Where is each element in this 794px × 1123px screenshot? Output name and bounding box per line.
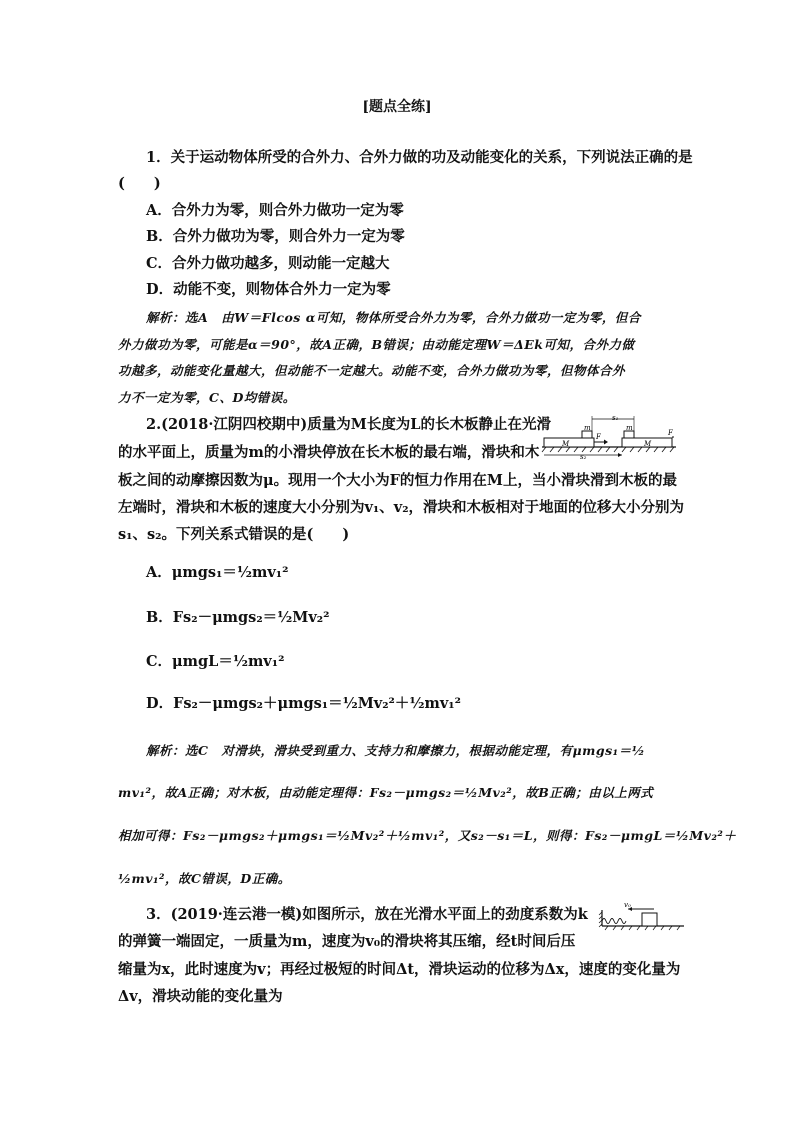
fig-label-m: m <box>626 424 633 432</box>
q1-option-b: B．合外力做功为零，则合外力一定为零 <box>146 228 405 245</box>
q1-solution-line: 功越多，动能变化量越大，但动能不一定越大。动能不变，合外力做功为零，但物体合外 <box>118 363 626 378</box>
q1-option-a: A．合外力为零，则合外力做功一定为零 <box>146 202 404 219</box>
q1-answer-paren: ( ) <box>118 175 161 192</box>
q3-stem-line: 的弹簧一端固定，一质量为m，速度为v₀的滑块将其压缩，经t时间后压 <box>118 933 576 950</box>
q2-stem-line: 左端时，滑块和木板的速度大小分别为v₁、v₂，滑块和木板相对于地面的位移大小分别为 <box>118 499 685 516</box>
fig-label-f: F <box>668 429 673 437</box>
q3-stem-line: 缩量为x，此时速度为v；再经过极短的时间Δt，滑块运动的位移为Δx，速度的变化量为 <box>118 961 681 978</box>
q3-stem-line: Δv，滑块动能的变化量为 <box>118 988 283 1005</box>
fig-label-s1: s₁ <box>612 414 619 422</box>
fig-label-f: F <box>596 433 601 441</box>
fig-label-v0: v₀ <box>624 901 631 909</box>
q2-solution-line: 解析：选C 对滑块，滑块受到重力、支持力和摩擦力，根据动能定理，有μmgs₁＝½ <box>146 743 646 758</box>
q2-option-a: A．μmgs₁＝½mv₁² <box>146 564 289 581</box>
fig-label-s2: s₂ <box>580 453 587 459</box>
q1-solution-line: 外力做功为零，可能是α＝90°，故A正确，B错误；由动能定理W＝ΔEk可知，合外力做 <box>118 337 635 352</box>
fig-label-m-plank: M <box>562 440 570 448</box>
q2-solution-line: ½mv₁²，故C错误，D正确。 <box>118 871 291 886</box>
fig-label-m-plank: M <box>644 440 652 448</box>
fig-label-m: m <box>584 424 591 432</box>
q2-stem-line: 的水平面上，质量为m的小滑块停放在长木板的最右端，滑块和木 <box>118 444 540 461</box>
q2-stem-line: 板之间的动摩擦因数为μ。现用一个大小为F的恒力作用在M上，当小滑块滑到木板的最 <box>118 472 677 489</box>
q2-stem-line: 2.(2018·江阴四校期中)质量为M长度为L的长木板静止在光滑 <box>146 416 552 433</box>
q1-solution-line: 解析：选A 由W＝Flcos α可知，物体所受合外力为零，合外力做功一定为零，但合 <box>146 310 641 325</box>
q2-option-d: D．Fs₂－μmgs₂＋μmgs₁＝½Mv₂²＋½mv₁² <box>146 695 461 712</box>
q1-option-c: C．合外力做功越多，则动能一定越大 <box>146 255 390 272</box>
q1-solution-line: 力不一定为零，C、D均错误。 <box>118 390 296 405</box>
q1-stem: 1．关于运动物体所受的合外力、合外力做的功及动能变化的关系，下列说法正确的是 <box>146 149 693 166</box>
plank-block-figure <box>540 413 680 459</box>
q2-option-b: B．Fs₂－μmgs₂＝½Mv₂² <box>146 609 330 626</box>
q2-stem-line: s₁、s₂。下列关系式错误的是( ) <box>118 526 350 543</box>
spring-block-figure <box>598 900 688 934</box>
section-heading: [题点全练] <box>362 99 432 115</box>
q2-solution-line: 相加可得：Fs₂－μmgs₂＋μmgs₁＝½Mv₂²＋½mv₁²，又s₂－s₁＝L，则得：Fs₂－μmgL＝½Mv₂²＋ <box>118 828 737 843</box>
q2-option-c: C．μmgL＝½mv₁² <box>146 653 285 670</box>
q1-option-d: D．动能不变，则物体合外力一定为零 <box>146 281 391 298</box>
q3-stem-line: 3．(2019·连云港一模)如图所示，放在光滑水平面上的劲度系数为k <box>146 906 588 923</box>
q2-solution-line: mv₁²，故A正确；对木板，由动能定理得：Fs₂－μmgs₂＝½Mv₂²，故B正确；由以上两式 <box>118 785 654 800</box>
